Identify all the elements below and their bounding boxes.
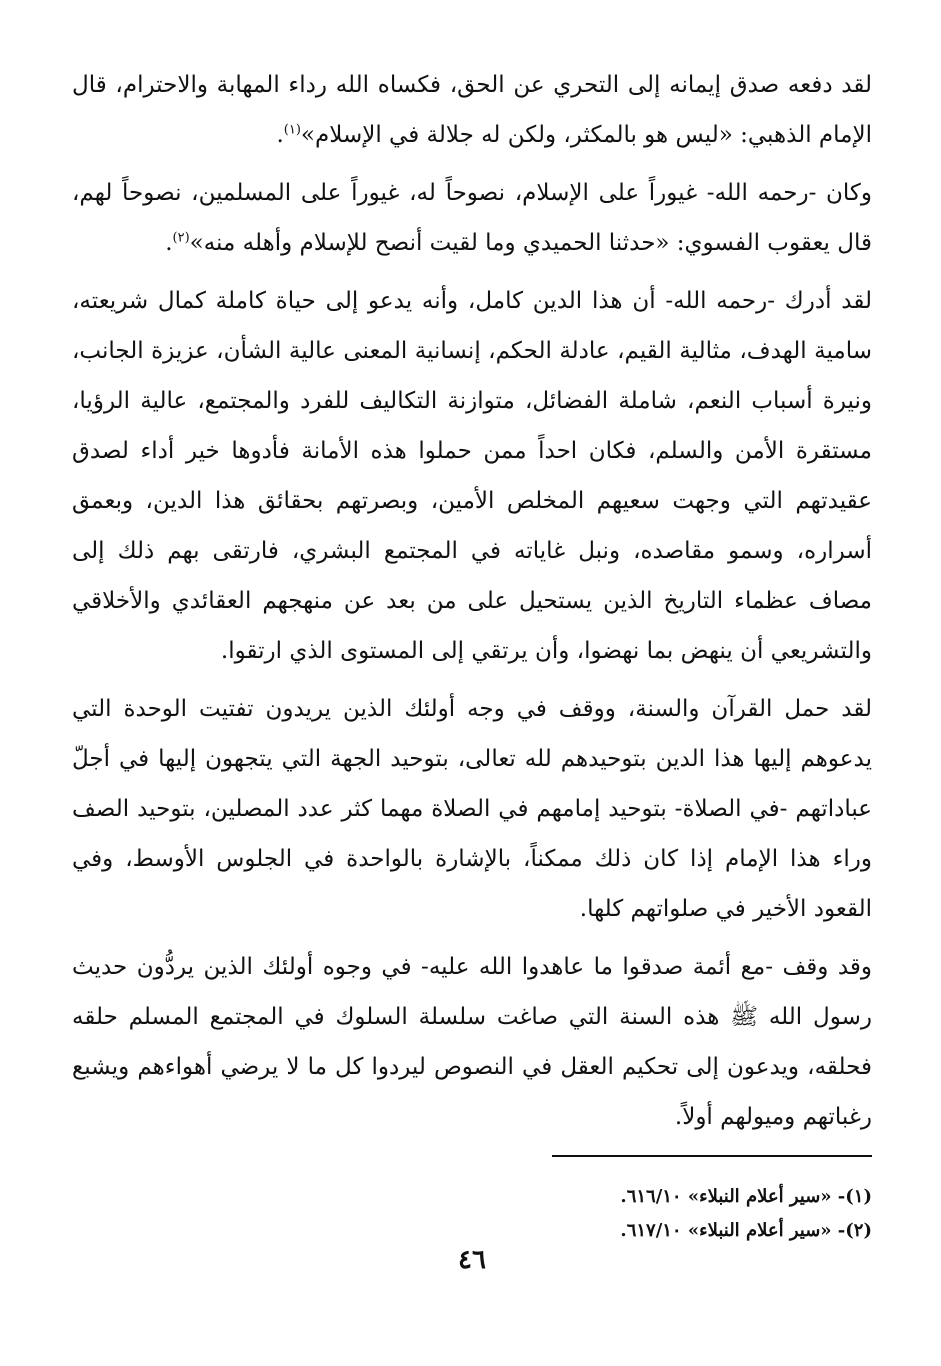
paragraph-2 [72,168,872,268]
paragraph-5-text: وقد وقف -مع أئمة صدقوا ما عاهدوا الله عليه- في وجوه أولئك الذين يردُّون حديث رسول الله ﷺ هذه السنة التي صاغت سلسلة السلوك في المجتمع المسلم حلقه فحلقه، ويدعون إلى تحكيم العقل في النصوص ليردوا كل ما لا يرضي أهواءهم ويشبع رغباتهم وميولهم أولاً. [72,954,872,1130]
footnote-ref-1: (١) [283,122,301,138]
footnote-2: (٢)- «سير أعلام النبلاء» ٦١٧/١٠. [620,1220,872,1241]
body-text [72,60,872,1142]
document-page [72,60,872,1340]
footnotes [72,1180,872,1248]
footnote-1: (١)- «سير أعلام النبلاء» ٦١٦/١٠. [620,1186,872,1207]
paragraph-1-tail: . [276,122,284,148]
paragraph-3 [72,276,872,676]
paragraph-5 [72,942,872,1142]
paragraph-4-text: لقد حمل القرآن والسنة، ووقف في وجه أولئك الذين يريدون تفتيت الوحدة التي يدعوهم إليها هذا الدين بتوحيدهم لله تعالى، بتوحيد الجهة التي يتجهون إليها في أجلّ عباداتهم -في الصلاة- بتوحيد إمامهم في الصلاة مهما كثر عدد المصلين، بتوحيد الصف وراء هذا الإمام إذا كان ذلك ممكناً، بالإشارة بالواحدة في الجلوس الأوسط، وفي القعود الأخير في صلواتهم كلها. [72,696,872,922]
paragraph-4 [72,684,872,934]
paragraph-1-text: لقد دفعه صدق إيمانه إلى التحري عن الحق، فكساه الله رداء المهابة والاحترام، قال الإمام الذهبي: «ليس هو بالمكثر، ولكن له جلالة في الإسلام» [72,72,872,148]
paragraph-2-tail: . [165,230,173,256]
paragraph-1 [72,60,872,160]
footnote-divider [552,1155,872,1157]
paragraph-2-text: وكان -رحمه الله- غيوراً على الإسلام، نصوحاً له، غيوراً على المسلمين، نصوحاً لهم، قال يعقوب الفسوي: «حدثنا الحميدي وما لقيت أنصح للإسلام وأهله منه» [72,180,872,256]
footnote-ref-2: (٢) [172,230,190,246]
page-number: ٤٦ [458,1245,486,1275]
paragraph-3-text: لقد أدرك -رحمه الله- أن هذا الدين كامل، وأنه يدعو إلى حياة كاملة كمال شريعته، سامية الهدف، مثالية القيم، عادلة الحكم، إنسانية المعنى عالية الشأن، عزيزة الجانب، ونيرة أسباب النعم، شاملة الفضائل، متوازنة التكاليف للفرد والمجتمع، عالية الرؤيا، مستقرة الأمن والسلم، فكان احداً ممن حملوا هذه الأمانة فأدوها خير أداء لصدق عقيدتهم التي وجهت سعيهم المخلص الأمين، وبصرتهم بحقائق هذا الدين، وبعمق أسراره، وسمو مقاصده، ونبل غاياته في المجتمع البشري، فارتقى بهم ذلك إلى مصاف عظماء التاريخ الذين يستحيل على من بعد عن منهجهم العقائدي والأخلاقي والتشريعي أن ينهض بما نهضوا، وأن يرتقي إلى المستوى الذي ارتقوا. [72,288,872,664]
